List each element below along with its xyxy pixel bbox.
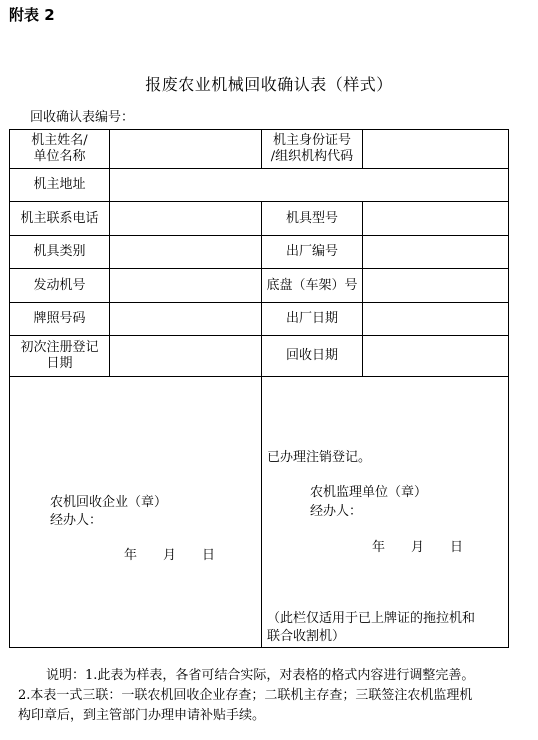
owner-name-label-line2: 单位名称 bbox=[33, 149, 86, 164]
deregistration-text: 已办理注销登记。 bbox=[267, 450, 372, 465]
supervision-seal-label: 农机监理单位（章） bbox=[310, 485, 428, 500]
plate-number-label: 牌照号码 bbox=[10, 303, 110, 336]
recycler-date-label: 年 月 日 bbox=[124, 548, 216, 563]
applicability-note-line1: （此栏仅适用于已上牌证的拖拉机和 bbox=[267, 611, 476, 626]
note-line-2: 2.本表一式三联：一联农机回收企业存查；二联机主存查；三联签注农机监理机 bbox=[18, 688, 473, 703]
form-title: 报废农业机械回收确认表（样式） bbox=[145, 75, 393, 94]
factory-date-field[interactable] bbox=[363, 303, 509, 336]
recycle-date-label: 回收日期 bbox=[262, 336, 363, 377]
form-number-label: 回收确认表编号： bbox=[30, 110, 135, 125]
owner-address-label: 机主地址 bbox=[10, 169, 110, 202]
owner-id-label-line1: 机主身份证号 bbox=[272, 133, 351, 148]
recycler-handler-label: 经办人： bbox=[50, 513, 103, 528]
owner-address-field[interactable] bbox=[110, 169, 509, 202]
owner-name-label-line1: 机主姓名/ bbox=[31, 133, 88, 148]
factory-date-label: 出厂日期 bbox=[262, 303, 363, 336]
owner-phone-label: 机主联系电话 bbox=[10, 202, 110, 236]
supervision-date-label: 年 月 日 bbox=[372, 540, 464, 555]
owner-name-label bbox=[10, 130, 110, 169]
plate-number-field[interactable] bbox=[110, 303, 262, 336]
recycle-date-field[interactable] bbox=[363, 336, 509, 377]
supervision-confirmation-panel bbox=[262, 377, 509, 648]
chassis-number-label: 底盘（车架）号 bbox=[262, 269, 363, 303]
owner-id-label-line2: /组织机构代码 bbox=[270, 149, 354, 164]
recycler-confirmation-panel bbox=[10, 377, 262, 648]
factory-number-label: 出厂编号 bbox=[262, 236, 363, 269]
notes bbox=[18, 666, 508, 726]
machine-category-label: 机具类别 bbox=[10, 236, 110, 269]
machine-category-field[interactable] bbox=[110, 236, 262, 269]
owner-id-label bbox=[262, 130, 363, 169]
note-line-1: 说明：1.此表为样表，各省可结合实际，对表格的格式内容进行调整完善。 bbox=[46, 668, 475, 683]
factory-number-field[interactable] bbox=[363, 236, 509, 269]
first-registration-label-line2: 日期 bbox=[46, 356, 73, 371]
owner-phone-field[interactable] bbox=[110, 202, 262, 236]
applicability-note-line2: 联合收割机） bbox=[267, 629, 346, 644]
recycler-seal-label: 农机回收企业（章） bbox=[50, 495, 168, 510]
attachment-label: 附表 2 bbox=[9, 6, 55, 24]
first-registration-label-line1: 初次注册登记 bbox=[20, 340, 99, 355]
engine-number-field[interactable] bbox=[110, 269, 262, 303]
supervision-handler-label: 经办人： bbox=[310, 504, 363, 519]
first-registration-field[interactable] bbox=[110, 336, 262, 377]
machine-model-field[interactable] bbox=[363, 202, 509, 236]
first-registration-label bbox=[10, 336, 110, 377]
note-line-3: 构印章后，到主管部门办理申请补贴手续。 bbox=[18, 708, 266, 723]
confirmation-table bbox=[9, 129, 509, 648]
engine-number-label: 发动机号 bbox=[10, 269, 110, 303]
chassis-number-field[interactable] bbox=[363, 269, 509, 303]
owner-name-field[interactable] bbox=[110, 130, 262, 169]
machine-model-label: 机具型号 bbox=[262, 202, 363, 236]
owner-id-field[interactable] bbox=[363, 130, 509, 169]
